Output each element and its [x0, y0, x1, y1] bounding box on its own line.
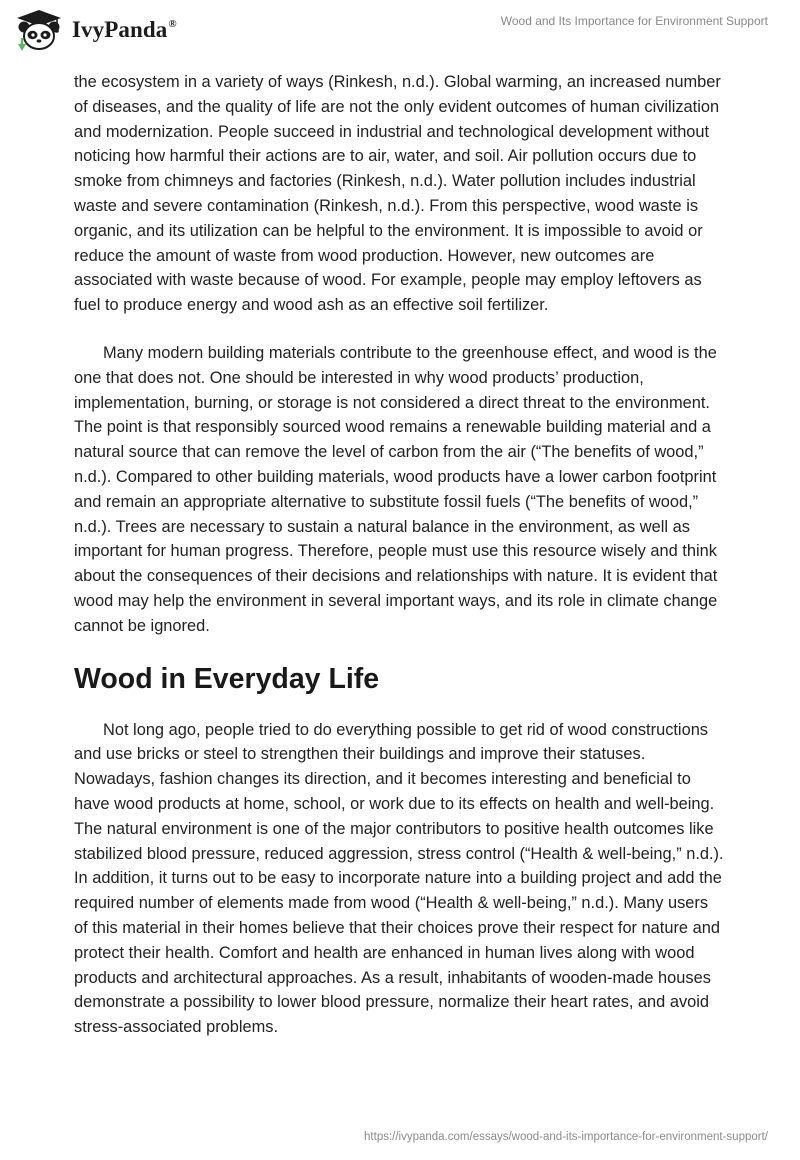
section-heading: Wood in Everyday Life [74, 662, 380, 695]
panda-graduate-icon [14, 8, 64, 52]
document-title: Wood and Its Importance for Environment Support [500, 14, 768, 28]
ivypanda-logo[interactable] [14, 8, 177, 52]
brand-name: IvyPanda® [72, 17, 177, 42]
page-header [0, 0, 800, 60]
paragraph-everyday-life: Not long ago, people tried to do everything possible to get rid of wood constructions and use bricks or steel to strengthen their buildings and improve their statuses. Nowadays, fashion changes its direction, and it becomes interesting and beneficial to have wood products at home, school, or work due to its effects on health and well-being. The natural environment is one of the major contributors to positive health outcomes like stabilized blood pressure, reduced aggression, stress control (“Health & well-being,” n.d.). In addition, it turns out to be easy to incorporate nature into a building project and add the required number of elements made from wood (“Health & well-being,” n.d.). Many users of this material in their homes believe that their choices prove their respect for nature and protect their health. Comfort and health are enhanced in human lives along with wood products and architectural approaches. As a result, inhabitants of wooden-made houses demonstrate a possibility to lower blood pressure, normalize their heart rates, and avoid stress-associated problems. [74, 720, 724, 1037]
source-url-link[interactable]: https://ivypanda.com/essays/wood-and-its-importance-for-environment-support/ [364, 1131, 768, 1143]
paragraph-continued: the ecosystem in a variety of ways (Rinkesh, n.d.). Global warming, an increased number of diseases, and the quality of life are not the only evident outcomes of human civilization and modernization. People succeed in industrial and technological development without noticing how harmful their actions are to air, water, and soil. Air pollution occurs due to smoke from chimneys and factories (Rinkesh, n.d.). Water pollution includes industrial waste and severe contamination (Rinkesh, n.d.). From this perspective, wood waste is organic, and its utilization can be helpful to the environment. It is impossible to avoid or reduce the amount of waste from wood production. However, new outcomes are associated with waste because of wood. For example, people may employ leftovers as fuel to produce energy and wood ash as an effective soil fertilizer. [74, 73, 721, 315]
essay-body [74, 70, 724, 1063]
paragraph-building-materials: Many modern building materials contribute to the greenhouse effect, and wood is the one that does not. One should be interested in why wood products’ production, implementation, burning, or storage is not considered a direct threat to the environment. The point is that responsibly sourced wood remains a renewable building material and a natural source that can remove the level of carbon from the air (“The benefits of wood,” n.d.). Compared to other building materials, wood products have a lower carbon footprint and remain an appropriate alternative to substitute fossil fuels (“The benefits of wood,” n.d.). Trees are necessary to sustain a natural balance in the environment, as well as important for human progress. Therefore, people must use this resource wisely and think about the consequences of their decisions and relationships with nature. It is evident that wood may help the environment in several important ways, and its role in climate change cannot be ignored. [74, 343, 718, 635]
